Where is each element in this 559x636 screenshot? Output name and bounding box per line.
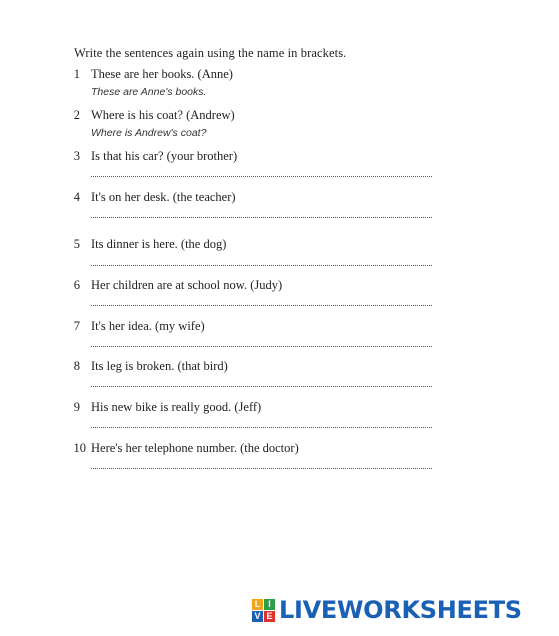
answer-line[interactable] — [91, 217, 432, 218]
item-number: 1 — [73, 67, 80, 81]
answer-line[interactable] — [91, 176, 432, 177]
logo-text: LIVEWORKSHEETS — [279, 596, 522, 624]
item-number: 5 — [73, 237, 80, 251]
item-number: 10 — [73, 441, 86, 455]
item-number: 6 — [73, 278, 80, 292]
item-question: Where is his coat? (Andrew) — [91, 108, 235, 122]
badge-letter: L — [252, 599, 263, 610]
item-question: Its leg is broken. (that bird) — [91, 359, 228, 373]
item-question: Its dinner is here. (the dog) — [91, 237, 227, 251]
badge-letter: V — [252, 611, 263, 622]
item-question: These are her books. (Anne) — [91, 67, 233, 81]
item-question: Here's her telephone number. (the doctor) — [91, 441, 299, 455]
item-number: 7 — [73, 319, 80, 333]
item-question: Is that his car? (your brother) — [91, 149, 238, 163]
example-answer: Where is Andrew's coat? — [91, 127, 207, 139]
liveworksheets-logo — [252, 598, 522, 622]
item-question: Her children are at school now. (Judy) — [91, 278, 283, 292]
item-number: 2 — [73, 108, 80, 122]
answer-line[interactable] — [91, 386, 432, 387]
answer-line[interactable] — [91, 265, 432, 266]
answer-line[interactable] — [91, 468, 432, 469]
answer-line[interactable] — [91, 427, 432, 428]
item-number: 8 — [73, 359, 80, 373]
instruction-text: Write the sentences again using the name in brackets. — [74, 46, 347, 60]
item-number: 4 — [73, 190, 80, 204]
badge-letter: E — [264, 611, 275, 622]
item-question: It's on her desk. (the teacher) — [91, 190, 236, 204]
answer-line[interactable] — [91, 346, 432, 347]
live-badge-icon — [252, 599, 275, 622]
answer-line[interactable] — [91, 305, 432, 306]
item-question: His new bike is really good. (Jeff) — [91, 400, 262, 414]
item-number: 3 — [73, 149, 80, 163]
item-number: 9 — [73, 400, 80, 414]
example-answer: These are Anne's books. — [91, 86, 207, 98]
badge-letter: I — [264, 599, 275, 610]
item-question: It's her idea. (my wife) — [91, 319, 205, 333]
